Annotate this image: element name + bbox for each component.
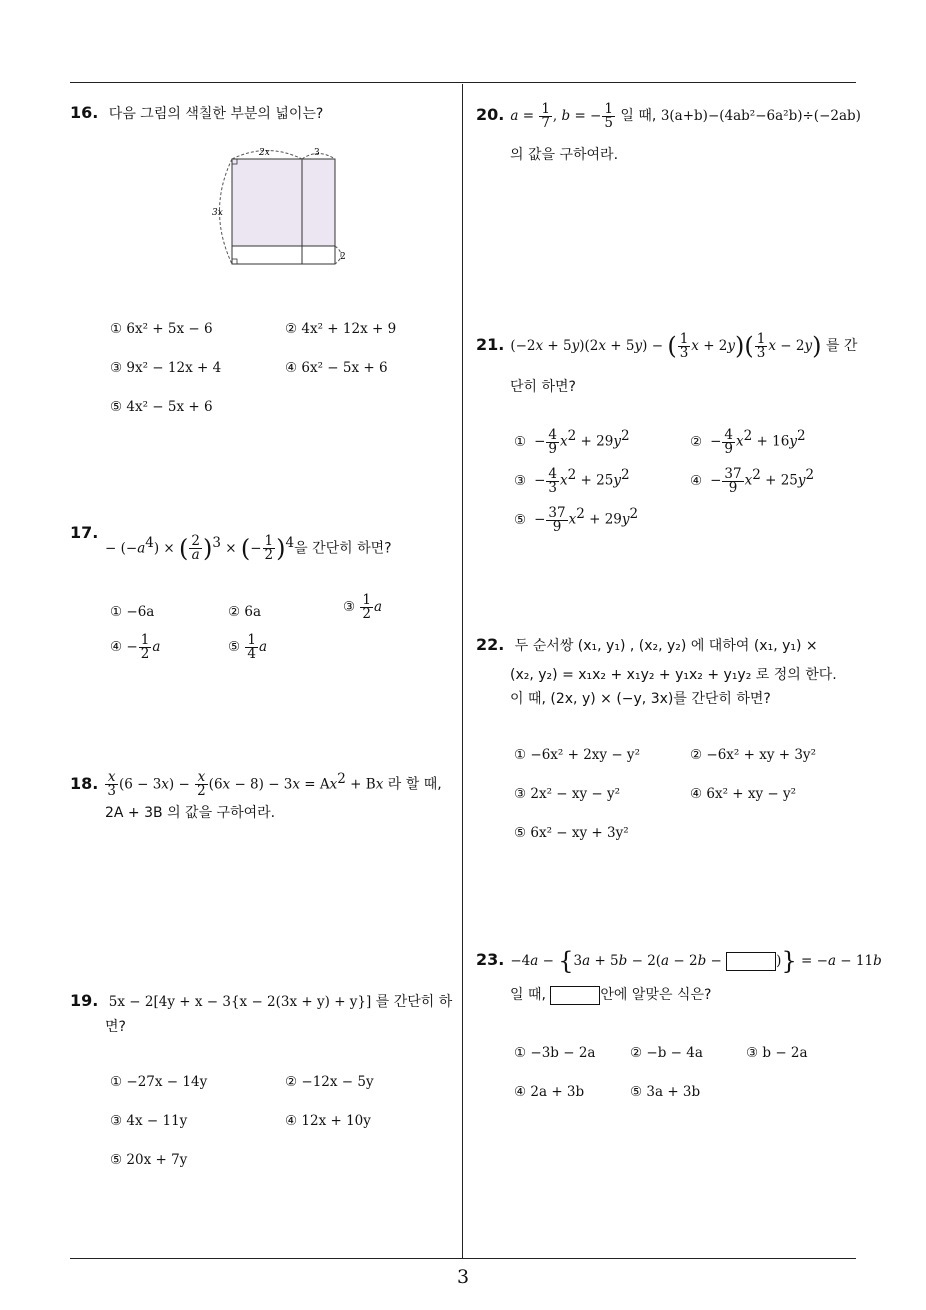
q22-option-3[interactable]: ③ 2x² − xy − y² <box>514 786 621 802</box>
label-3x: 3x <box>212 208 223 218</box>
q22-option-5[interactable]: ⑤ 6x² − xy + 3y² <box>514 825 629 841</box>
question-number: 16. <box>70 103 99 122</box>
q23-line2 <box>510 980 711 1010</box>
q23-option-3[interactable]: ③ b − 2a <box>746 1045 808 1061</box>
q17-expression: − $(-a^4)$ × ( $\frac{2}{a}$ )$^3$ × (− $\frac{1}{2}$ )$^4$을 간단히 하면? <box>105 533 392 564</box>
q22-option-2[interactable]: ② −6x² + xy + 3y² <box>690 747 816 763</box>
q16-option-1[interactable]: ① 6x² + 5x − 6 <box>110 321 213 337</box>
question-number: 17. <box>70 523 99 542</box>
question-number: 20. <box>476 105 505 124</box>
q16-option-2[interactable]: ② 4x² + 12x + 9 <box>285 321 397 337</box>
question-18: 18. $\frac{x}{3}$ (6 − 3x) − $\frac{x}{2}$ $(6x - 8) - 3x = Ax^2 + Bx$ 라 할 때, <box>70 769 442 800</box>
question-number: 18. <box>70 773 99 793</box>
question-number: 19. <box>70 991 99 1010</box>
q19-option-4[interactable]: ④ 12x + 10y <box>285 1113 371 1129</box>
label-2x: 2x <box>259 148 270 158</box>
q22-line2: (x₂, y₂) = x₁x₂ + x₁y₂ + y₁x₂ + y₁y₂ 로 정의 한다. <box>510 667 837 683</box>
q21-line2: 단히 하면? <box>510 379 576 395</box>
top-rule <box>70 82 856 83</box>
q18-line2: 2A + 3B 의 값을 구하여라. <box>105 805 276 821</box>
q16-option-3[interactable]: ③ 9x² − 12x + 4 <box>110 360 222 376</box>
q19-line2: 면? <box>105 1019 126 1035</box>
label-2: 2 <box>340 252 346 262</box>
q19-expression: 5x − 2[4y + x − 3{x − 2(3x + y) + y}] <box>108 994 372 1010</box>
q22-option-4[interactable]: ④ 6x² + xy − y² <box>690 786 797 802</box>
q23-option-1[interactable]: ① −3b − 2a <box>514 1045 596 1061</box>
q22-option-1[interactable]: ① −6x² + 2xy − y² <box>514 747 640 763</box>
option-marker: ③ <box>343 599 356 615</box>
question-number: 23. <box>476 950 505 969</box>
q23-option-4[interactable]: ④ 2a + 3b <box>514 1084 585 1100</box>
question-23: 23. −4a − {3a + 5b − 2(a − 2b − )} = −a − 11b <box>476 947 882 975</box>
question-17 <box>70 518 104 549</box>
q19-option-3[interactable]: ③ 4x − 11y <box>110 1113 188 1129</box>
q21-option-1[interactable]: ① − $\frac{4}{9}$ $x^2 + 29y^2$ <box>514 426 630 457</box>
option-marker: ④ <box>110 639 123 655</box>
q17-option-1[interactable]: ① −6a <box>110 604 155 620</box>
q19-option-2[interactable]: ② −12x − 5y <box>285 1074 374 1090</box>
q19-option-1[interactable]: ① −27x − 14y <box>110 1074 208 1090</box>
q19-option-5[interactable]: ⑤ 20x + 7y <box>110 1152 188 1168</box>
question-16 <box>70 98 323 129</box>
question-20: 20. a = $\frac{1}{7}$ , b = − $\frac{1}{5}$ 일 때, 3(a+b)−(4ab²−6a²b)÷(−2ab) <box>476 100 861 131</box>
question-number: 21. <box>476 335 505 354</box>
q18-suffix: 라 할 때, <box>387 776 442 793</box>
q21-suffix: 를 간 <box>825 338 858 354</box>
question-22 <box>476 630 818 661</box>
q22-line1: 두 순서쌍 (x₁, y₁) , (x₂, y₂) 에 대하여 (x₁, y₁) × <box>514 638 818 654</box>
q17-option-5[interactable]: ⑤ $\frac{1}{4}$ a <box>228 632 268 662</box>
q23-line2-b: 안에 알맞은 식은? <box>600 987 712 1003</box>
q21-option-5[interactable]: ⑤ − $\frac{37}{9}$ $x^2 + 29y^2$ <box>514 504 639 535</box>
q23-option-5[interactable]: ⑤ 3a + 3b <box>630 1084 701 1100</box>
q20-line2: 의 값을 구하여라. <box>510 147 619 163</box>
question-21: 21. (−2x + 5y)(2x + 5y) − ( $\frac{1}{3}$ x + 2y)( $\frac{1}{3}$ x − 2y) 를 간 <box>476 330 858 361</box>
blank-box-inline[interactable] <box>550 986 600 1005</box>
q23-line2-a: 일 때, <box>510 987 546 1003</box>
option-marker: ⑤ <box>228 639 241 655</box>
q20-expression: 3(a+b)−(4ab²−6a²b)÷(−2ab) <box>660 108 861 124</box>
q21-option-2[interactable]: ② − $\frac{4}{9}$ $x^2 + 16y^2$ <box>690 426 806 457</box>
q17-option-3[interactable]: ③ $\frac{1}{2}$ a <box>343 592 383 622</box>
q17-option-2[interactable]: ② 6a <box>228 604 262 620</box>
q20-mid: 일 때, <box>620 108 657 124</box>
area-figure <box>205 140 355 275</box>
column-divider <box>462 84 463 1258</box>
question-text: 다음 그림의 색칠한 부분의 넓이는? <box>108 106 324 122</box>
q17-suffix: 을 간단히 하면? <box>294 540 392 557</box>
bottom-rule <box>70 1258 856 1259</box>
page-number: 3 <box>456 1266 470 1288</box>
q16-option-5[interactable]: ⑤ 4x² − 5x + 6 <box>110 399 213 415</box>
q16-option-4[interactable]: ④ 6x² − 5x + 6 <box>285 360 388 376</box>
q21-option-3[interactable]: ③ − $\frac{4}{3}$ $x^2 + 25y^2$ <box>514 465 630 496</box>
question-number: 22. <box>476 635 505 654</box>
q17-option-4[interactable]: ④ − $\frac{1}{2}$ a <box>110 632 161 662</box>
q19-suffix: 를 간단히 하 <box>375 994 453 1010</box>
q22-line3: 이 때, (2x, y) × (−y, 3x)를 간단히 하면? <box>510 691 771 707</box>
q23-option-2[interactable]: ② −b − 4a <box>630 1045 703 1061</box>
q21-option-4[interactable]: ④ − $\frac{37}{9}$ $x^2 + 25y^2$ <box>690 465 815 496</box>
label-3: 3 <box>314 148 320 158</box>
blank-box[interactable] <box>726 952 776 971</box>
question-19 <box>70 986 452 1017</box>
